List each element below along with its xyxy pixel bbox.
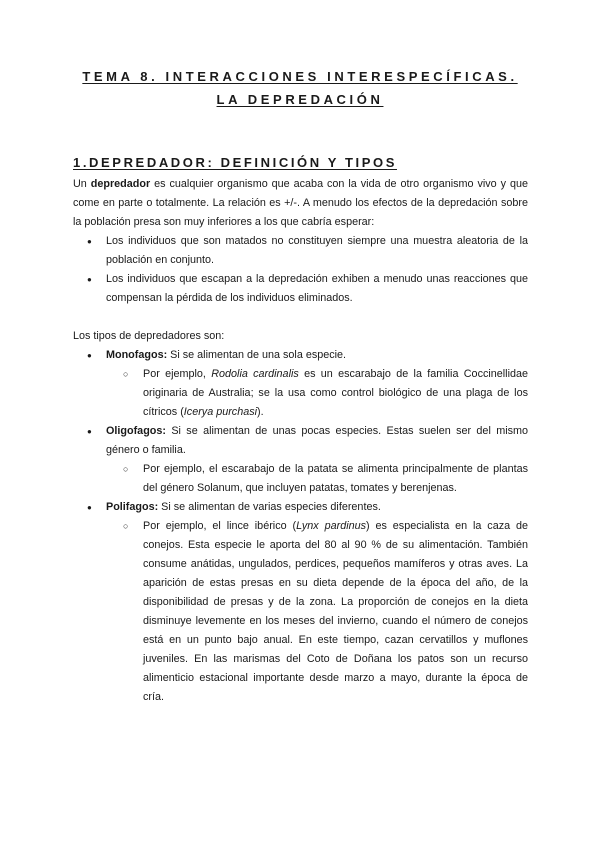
list-item: ● Los individuos que escapan a la depredación exhiben a menudo unas reacciones que compensan la pérdida de los individuos eliminados. <box>73 270 528 308</box>
species-name: Lynx pardinus <box>296 520 367 532</box>
example-item <box>106 517 528 707</box>
example-item <box>106 365 528 422</box>
example-item: ○ Por ejemplo, el escarabajo de la patata se alimenta principalmente de plantas del género Solanum, que incluyen patatas, tomates y berenjenas. <box>106 460 528 498</box>
intro-pre: Un <box>73 178 91 190</box>
list-item: ● Los individuos que son matados no constituyen siempre una muestra aleatoria de la población en conjunto. <box>73 232 528 270</box>
types-list <box>73 346 528 707</box>
example-text: ). <box>257 406 264 418</box>
species-name: Icerya purchasi <box>183 406 258 418</box>
page-title-line-1: TEMA 8. INTERACCIONES INTERESPECÍFICAS. <box>82 69 518 84</box>
intro-paragraph <box>73 175 528 232</box>
section-body <box>73 175 528 707</box>
spacer <box>73 308 528 327</box>
example-text: ) es especialista en la caza de conejos. Esta especie le aporta del 80 al 90 % de su alimentación. También consume anátidas, ungulados, perdices, pequeños mamíferos y otras aves. La aparición de estas presas en su dieta depende de la época del año, de la disponibilidad de presas y de la zona. La proporción de conejos en la dieta disminuye levemente en los meses del invierno, cuando el número de conejos está en un punto bajo anual. En este tiempo, cazan cervatillos y muflones juveniles. En las marismas del Coto de Doñana los patos son un recurso alimenticio estacional importante desde marzo a mayo, durante la época de cría. <box>143 520 529 703</box>
intro-term: depredador <box>90 178 151 190</box>
type-item-polifagos <box>73 498 528 707</box>
section-heading: 1.DEPREDADOR: DEFINICIÓN Y TIPOS <box>73 155 397 170</box>
type-desc: Si se alimentan de unas pocas especies. Estas suelen ser del mismo género o familia. <box>106 425 528 456</box>
example-text: Por ejemplo, <box>143 368 212 380</box>
type-desc: Si se alimentan de una sola especie. <box>167 349 347 361</box>
type-item-oligofagos <box>73 422 528 498</box>
species-name: Rodolia cardinalis <box>211 368 299 380</box>
types-intro: Los tipos de depredadores son: <box>73 330 225 342</box>
example-list <box>106 365 528 422</box>
example-list <box>106 460 528 498</box>
intro-post: es cualquier organismo que acaba con la vida de otro organismo vivo y que come en parte o totalmente. La relación es +/-. A menudo los efectos de la depredación sobre la población presa son muy inferiores a los que cabría esperar: <box>73 178 529 228</box>
type-item-monofagos <box>73 346 528 422</box>
example-text: Por ejemplo, el lince ibérico ( <box>143 520 297 532</box>
type-desc: Si se alimentan de varias especies diferentes. <box>158 501 381 513</box>
example-list <box>106 517 528 707</box>
type-term: Oligofagos: <box>106 425 166 437</box>
page-title-line-2: LA DEPREDACIÓN <box>216 92 384 107</box>
example-text: es un escarabajo de la familia Coccinellidae originaria de Australia; se la usa como control biológico de una plaga de los cítricos ( <box>143 368 528 418</box>
type-term: Polifagos: <box>106 501 159 513</box>
type-term: Monofagos: <box>106 349 168 361</box>
effects-list <box>73 232 528 308</box>
